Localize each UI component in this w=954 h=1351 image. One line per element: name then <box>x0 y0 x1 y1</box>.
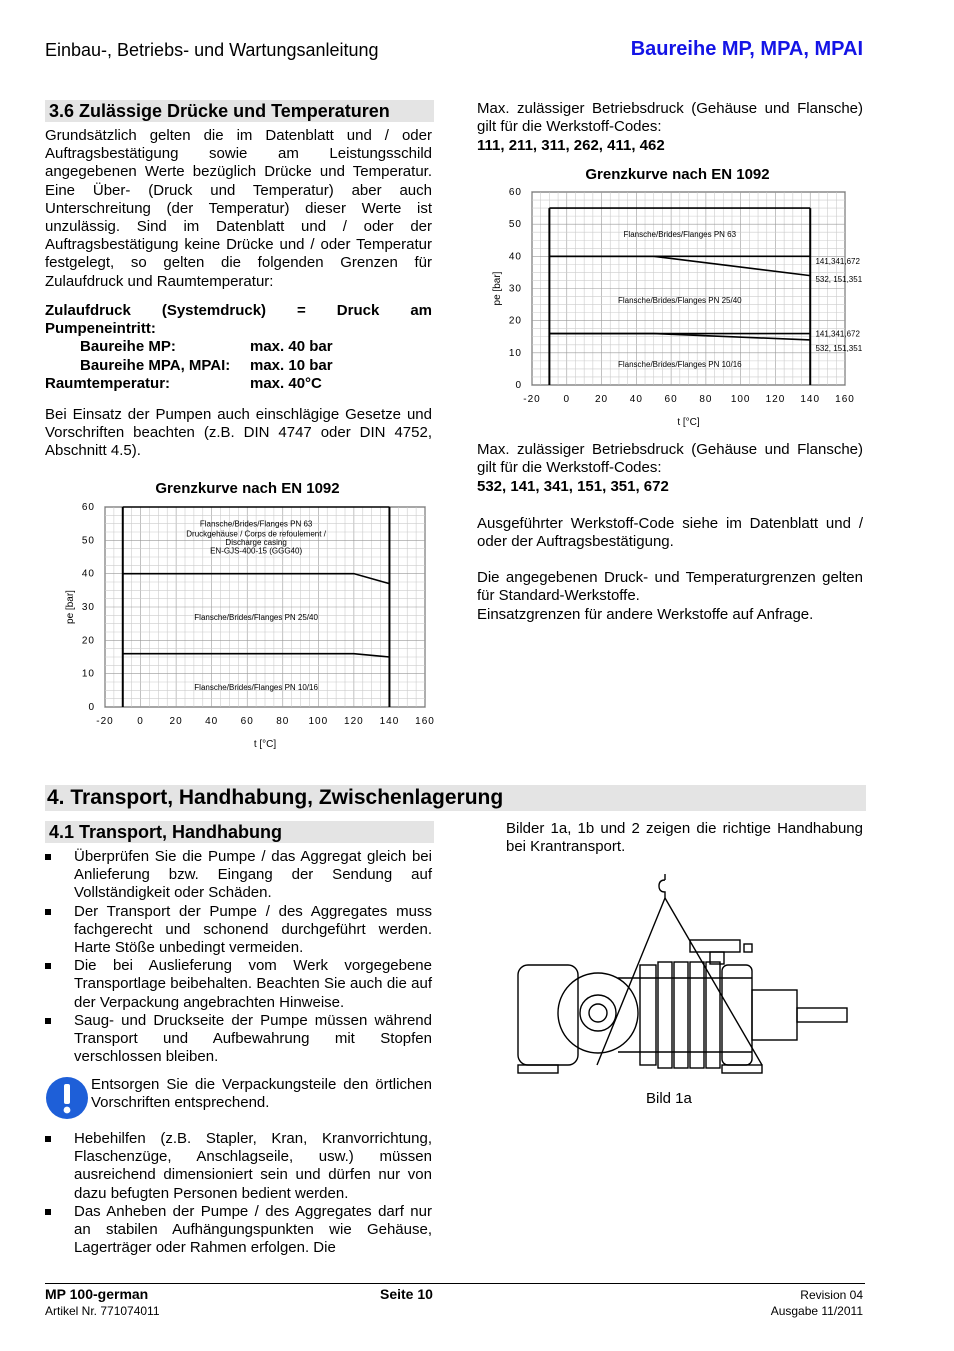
list-item: Die bei Auslieferung vom Werk vorgegebene Transportlage beibehalten. Beachten Sie auch die auf der Verpackung angebrachten Hinweise. <box>45 957 432 1012</box>
y-tick-label: 0 <box>515 380 522 391</box>
footer-divider <box>45 1283 865 1284</box>
mp-label: Baureihe MP: <box>80 338 176 356</box>
list-item: Hebehilfen (z.B. Stapler, Kran, Kranvorrichtung, Flaschenzüge, Anschlagseile, usw.) müssen ausreichend dimensioniert sein und dürfen nur von dazu befugten Personen bedient werden. <box>45 1130 432 1203</box>
figure-caption: Bild 1a <box>646 1090 692 1107</box>
x-tick-label: 120 <box>344 716 364 727</box>
regulations-paragraph: Bei Einsatz der Pumpen auch einschlägige Gesetze und Vorschriften beachten (z.B. DIN 4747 oder DIN 4752, Abschnitt 4.5). <box>45 406 432 460</box>
x-tick-label: 120 <box>765 394 786 405</box>
y-axis-label: pe [bar] <box>65 590 76 624</box>
list-item: Saug- und Druckseite der Pumpe müssen während Transport und Aufbewahrung mit Stopfen verschlossen bleiben. <box>45 1012 432 1067</box>
chart-annotation: Discharge casing <box>225 538 287 547</box>
room-temp-value: max. 40°C <box>250 374 322 392</box>
mp-limit-row <box>45 338 432 356</box>
list-item: Der Transport der Pumpe / des Aggregates muss fachgerecht und schonend durchgeführt werden. Harte Stöße unbedingt vermeiden. <box>45 903 432 958</box>
footer-revision: Revision 04 <box>800 1288 863 1302</box>
pressure-temperature-chart-2 <box>487 183 872 433</box>
chart-annotation: Flansche/Brides/Flanges PN 63 <box>623 229 737 239</box>
exclamation-icon <box>45 1076 89 1120</box>
x-tick-label: 160 <box>835 394 855 405</box>
y-tick-label: 20 <box>508 315 522 327</box>
limits-paragraph: Die angegebenen Druck- und Temperaturgrenzen gelten für Standard-Werkstoffe. <box>477 569 863 605</box>
y-tick-label: 10 <box>81 668 95 680</box>
footer-article-number: Artikel Nr. 771074011 <box>45 1304 160 1318</box>
y-axis-label: pe [bar] <box>492 271 503 306</box>
x-tick-label: -20 <box>523 394 541 405</box>
lifting-bullet-list <box>45 1130 432 1257</box>
x-tick-label: 40 <box>629 394 643 405</box>
room-temp-row <box>45 375 432 393</box>
chart-annotation: Flansche/Brides/Flanges PN 63 <box>199 519 313 529</box>
inlet-pressure-label: Zulaufdruck (Systemdruck) = Druck am Pumpeneintritt: <box>45 302 432 338</box>
x-tick-label: 60 <box>664 394 678 405</box>
mp-value: max. 40 bar <box>250 338 333 356</box>
x-tick-label: 20 <box>594 394 609 405</box>
chart-annotation: 532, 151,351 <box>815 274 863 284</box>
disposal-note: Entsorgen Sie die Verpackungsteile den örtlichen Vorschriften entsprechend. <box>91 1076 432 1112</box>
footer-issue: Ausgabe 11/2011 <box>770 1304 863 1318</box>
chart-annotation: 532, 151,351 <box>815 344 863 354</box>
codes-2-paragraph: Max. zulässiger Betriebsdruck (Gehäuse und Flansche) gilt für die Werkstoff-Codes: <box>477 441 863 477</box>
section-4-heading: 4. Transport, Handhabung, Zwischenlagerung <box>45 785 866 811</box>
y-tick-label: 50 <box>81 535 95 547</box>
chart-annotation: Flansche/Brides/Flanges PN 10/16 <box>617 360 742 370</box>
executed-code-paragraph: Ausgeführter Werkstoff-Code siehe im Datenblatt und / oder der Auftragsbestätigung. <box>477 515 863 551</box>
y-tick-label: 40 <box>81 568 95 580</box>
material-codes-2: 532, 141, 341, 151, 351, 672 <box>477 478 669 495</box>
codes-1-paragraph: Max. zulässiger Betriebsdruck (Gehäuse und Flansche) gilt für die Werkstoff-Codes: <box>477 100 863 136</box>
y-tick-label: 50 <box>508 219 522 231</box>
mpa-limit-row <box>45 357 432 375</box>
y-tick-label: 0 <box>88 702 95 713</box>
y-tick-label: 60 <box>81 502 95 513</box>
x-tick-label: 40 <box>205 716 219 727</box>
pump-lifting-illustration <box>500 870 860 1080</box>
chart-annotation: Druckgehäuse / Corps de refoulement / <box>186 529 326 539</box>
section-4-1-heading: 4.1 Transport, Handhabung <box>45 821 434 843</box>
x-tick-label: 20 <box>169 716 183 727</box>
mpa-value: max. 10 bar <box>250 356 333 374</box>
chart-2-title: Grenzkurve nach EN 1092 <box>585 166 770 183</box>
y-tick-label: 10 <box>508 347 522 359</box>
x-tick-label: -20 <box>96 716 114 727</box>
chart-annotation: Flansche/Brides/Flanges PN 10/16 <box>194 683 318 692</box>
series-title: Baureihe MP, MPA, MPAI <box>630 38 863 60</box>
room-temp-label: Raumtemperatur: <box>45 374 171 392</box>
y-tick-label: 60 <box>508 187 522 198</box>
pressure-temperature-chart-1 <box>55 498 445 756</box>
x-tick-label: 0 <box>137 716 144 727</box>
x-tick-label: 100 <box>730 394 751 405</box>
footer-doc-name: MP 100-german <box>45 1286 149 1302</box>
y-tick-label: 30 <box>508 283 522 295</box>
y-tick-label: 40 <box>508 251 522 263</box>
x-tick-label: 80 <box>276 716 290 727</box>
x-tick-label: 0 <box>563 394 571 405</box>
material-codes-1: 111, 211, 311, 262, 411, 462 <box>477 137 665 154</box>
list-item: Das Anheben der Pumpe / des Aggregates darf nur an stabilen Aufhängungspunkten wie Gehäuse, Lagerträger oder Rahmen erfolgen. Die <box>45 1203 432 1258</box>
x-tick-label: 60 <box>240 716 254 727</box>
chart-annotation: Flansche/Brides/Flanges PN 25/40 <box>194 613 318 622</box>
x-tick-label: 80 <box>699 394 713 405</box>
chart-annotation: 141,341,672 <box>815 257 860 267</box>
document-subtitle: Einbau-, Betriebs- und Wartungsanleitung <box>45 40 379 60</box>
mpa-label: Baureihe MPA, MPAI: <box>80 356 231 374</box>
inlet-pressure-block <box>45 302 432 393</box>
y-tick-label: 20 <box>81 635 95 647</box>
x-tick-label: 160 <box>415 716 435 727</box>
x-axis-label: t [°C] <box>253 739 277 750</box>
other-materials-paragraph: Einsatzgrenzen für andere Werkstoffe auf Anfrage. <box>477 606 814 623</box>
section-3-6-heading: 3.6 Zulässige Drücke und Temperaturen <box>45 100 434 122</box>
x-tick-label: 140 <box>379 716 400 727</box>
footer-page-number: Seite 10 <box>380 1286 433 1302</box>
section-3-6-intro: Grundsätzlich gelten die im Datenblatt und / oder Auftragsbestätigung sowie am Leistungsschild angegebenen Werte bezüglich Drücke und Temperatur. Eine Über- (Druck und Temperatur) aber auch Unterschreitung (der Temperatur) dieser Werte ist unzulässig. Sind im Datenblatt und / oder der Auftragsbestätigung keine Drücke und / oder Temperatur festgelegt, so gelten die folgenden Grenzen für Zulaufdruck und Raumtemperatur: <box>45 127 432 290</box>
chart-1-title: Grenzkurve nach EN 1092 <box>155 480 340 497</box>
list-item: Überprüfen Sie die Pumpe / das Aggregat gleich bei Anlieferung bzw. Eingang der Sendung auf Vollständigkeit oder Schäden. <box>45 848 432 903</box>
x-tick-label: 100 <box>308 716 329 727</box>
transport-bullet-list <box>45 848 432 1066</box>
chart-annotation: Flansche/Brides/Flanges PN 25/40 <box>617 295 742 305</box>
chart-annotation: EN-GJS-400-15 (GGG40) <box>210 546 303 556</box>
y-tick-label: 30 <box>81 602 95 613</box>
chart-annotation: 141,341,672 <box>815 329 860 339</box>
crane-transport-paragraph: Bilder 1a, 1b und 2 zeigen die richtige Handhabung bei Krantransport. <box>506 820 863 856</box>
x-axis-label: t [°C] <box>677 417 700 428</box>
x-tick-label: 140 <box>800 394 821 405</box>
